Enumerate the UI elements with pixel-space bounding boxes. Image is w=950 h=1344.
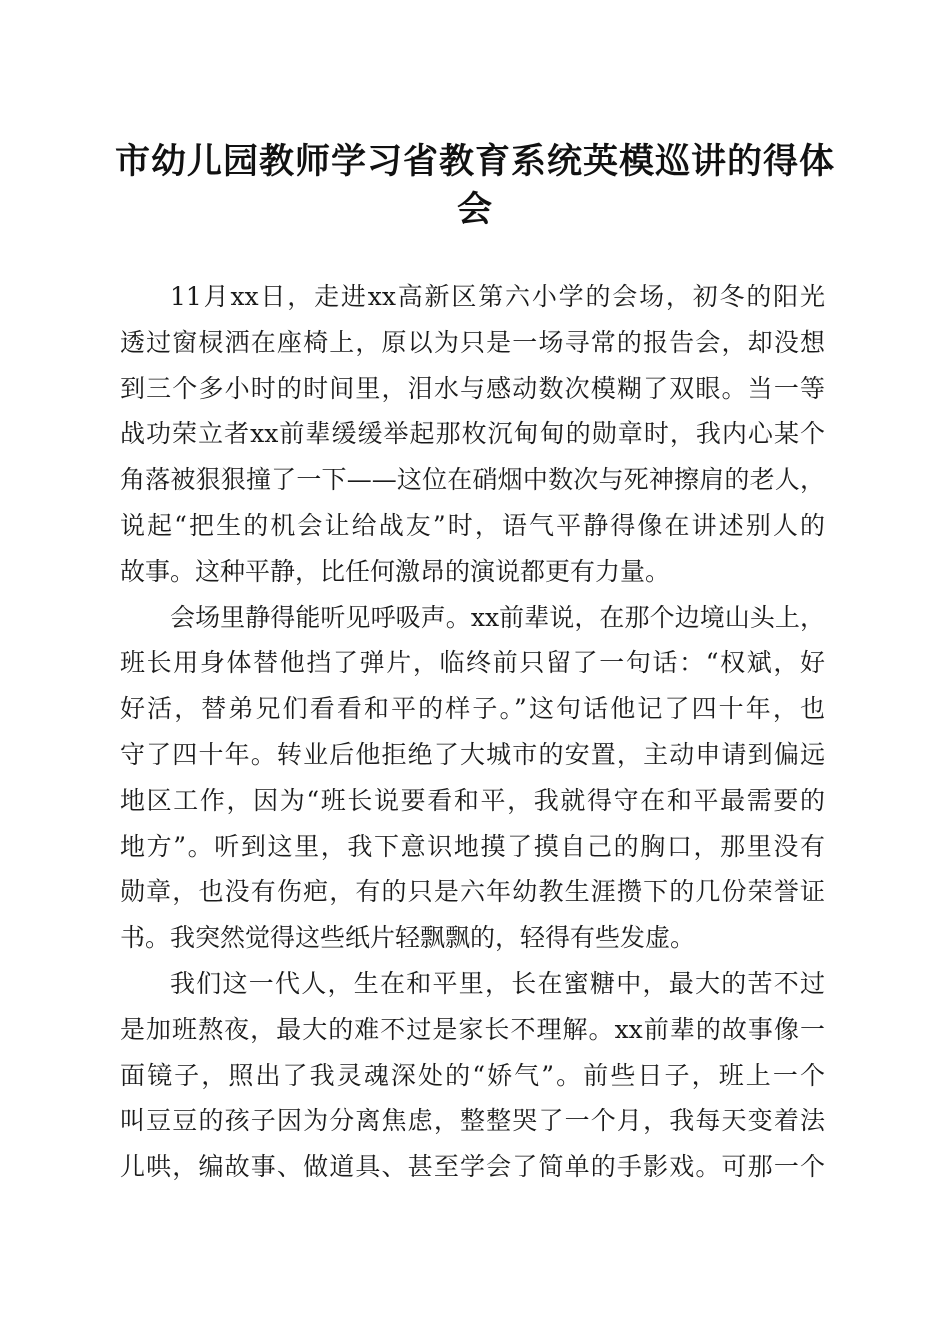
paragraph-3-line: 儿哄，编故事、做道具、甚至学会了简单的手影戏。可那一个 (120, 1152, 825, 1182)
paragraph-2-line: 守了四十年。转业后他拒绝了大城市的安置，主动申请到偏远 (120, 739, 825, 769)
paragraph-1-line: 战功荣立者xx前辈缓缓举起那枚沉甸甸的勋章时，我内心某个 (120, 419, 825, 449)
paragraph-2-line: 会场里静得能听见呼吸声。xx前辈说，在那个边境山头上， (170, 602, 825, 632)
title-line-2: 会 (456, 189, 493, 230)
paragraph-1-line: 透过窗棂洒在座椅上，原以为只是一场寻常的报告会，却没想 (120, 327, 825, 357)
paragraph-2-line: 好活，替弟兄们看看和平的样子。”这句话他记了四十年，也 (120, 694, 825, 724)
paragraph-2-line: 勋章，也没有伤疤，有的只是六年幼教生涯攒下的几份荣誉证 (120, 877, 825, 907)
paragraph-1-line: 说起“把生的机会让给战友”时，语气平静得像在讲述别人的 (120, 510, 825, 540)
paragraph-3-line: 叫豆豆的孩子因为分离焦虑，整整哭了一个月，我每天变着法 (120, 1106, 825, 1136)
paragraph-2-line: 班长用身体替他挡了弹片，临终前只留了一句话：“权斌，好 (120, 648, 825, 678)
paragraph-2-line: 地区工作，因为“班长说要看和平，我就得守在和平最需要的 (120, 785, 825, 815)
paragraph-2-line: 书。我突然觉得这些纸片轻飘飘的，轻得有些发虚。 (120, 923, 696, 953)
document-title (100, 138, 850, 234)
paragraph-1-line: 故事。这种平静，比任何激昂的演说都更有力量。 (120, 556, 671, 586)
paragraph-3-line: 是加班熬夜，最大的难不过是家长不理解。xx前辈的故事像一 (120, 1014, 825, 1044)
paragraph-1-line: 到三个多小时的时间里，泪水与感动数次模糊了双眼。当一等 (120, 373, 825, 403)
title-line-1: 市幼儿园教师学习省教育系统英模巡讲的得体 (114, 141, 835, 182)
paragraph-1-line: 11月xx日，走进xx高新区第六小学的会场，初冬的阳光 (170, 282, 825, 311)
paragraph-3-line: 我们这一代人，生在和平里，长在蜜糖中，最大的苦不过 (170, 968, 825, 998)
document-body (120, 274, 825, 1190)
paragraph-2-line: 地方”。听到这里，我下意识地摸了摸自己的胸口，那里没有 (120, 831, 825, 861)
paragraph-3-line: 面镜子，照出了我灵魂深处的“娇气”。前些日子，班上一个 (120, 1060, 825, 1090)
paragraph-1-line: 角落被狠狠撞了一下——这位在硝烟中数次与死神擦肩的老人， (120, 465, 825, 495)
